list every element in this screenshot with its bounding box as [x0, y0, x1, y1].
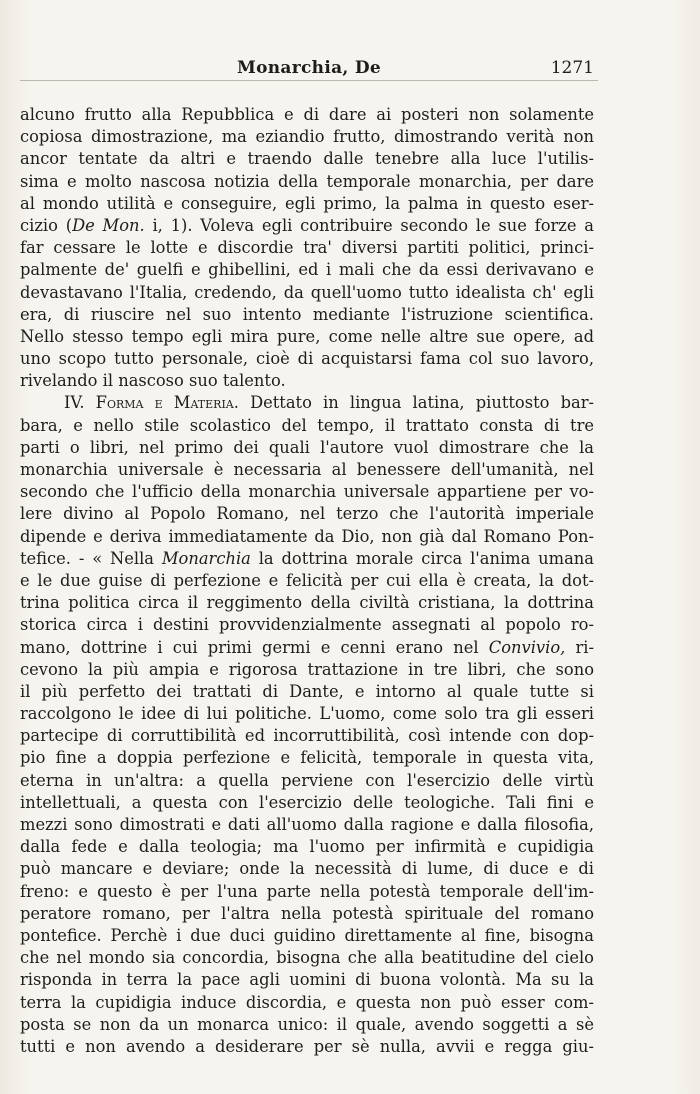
- text-line: freno: e questo è per l'una parte nella potestà temporale dell'im-: [20, 881, 594, 901]
- body-text: [20, 104, 594, 1058]
- text-line: pontefice. Perchè i due duci guidino direttamente al fine, bisogna: [20, 925, 594, 945]
- text-line: IV. Forma e Materia. Dettato in lingua latina, piuttosto bar-: [64, 393, 594, 413]
- text-line: uno scopo tutto personale, cioè di acquistarsi fama col suo lavoro,: [20, 349, 594, 369]
- text-line: il più perfetto dei trattati di Dante, e intorno al quale tutte si: [20, 681, 594, 701]
- text-line: devastavano l'Italia, credendo, da quell'uomo tutto idealista ch' egli: [20, 282, 594, 302]
- text-line: far cessare le lotte e discordie tra' diversi partiti politici, princi-: [20, 238, 594, 258]
- text-line: bara, e nello stile scolastico del tempo, il trattato consta di tre: [20, 415, 594, 435]
- text-line: trina politica circa il reggimento della civiltà cristiana, la dottrina: [20, 593, 594, 613]
- text-line: al mondo utilità e conseguire, egli primo, la palma in questo eser-: [20, 193, 594, 213]
- text-line: rivelando il nascoso suo talento.: [20, 371, 286, 391]
- text-line: parti o libri, nel primo dei quali l'autore vuol dimostrare che la: [20, 437, 594, 457]
- page-number: 1271: [550, 58, 594, 78]
- text-line: dipende e deriva immediatamente da Dio, non già dal Romano Pon-: [20, 526, 594, 546]
- text-line: terra la cupidigia induce discordia, e questa non può esser com-: [20, 992, 594, 1012]
- text-line: cevono la più ampia e rigorosa trattazione in tre libri, che sono: [20, 659, 594, 679]
- running-header: [20, 58, 598, 84]
- text-line: copiosa dimostrazione, ma eziandio frutto, dimostrando verità non: [20, 127, 594, 147]
- text-line: intellettuali, a questa con l'esercizio delle teologiche. Tali fini e: [20, 792, 594, 812]
- text-line: pio fine a doppia perfezione e felicità, temporale in questa vita,: [20, 748, 594, 768]
- text-line: può mancare e deviare; onde la necessità di lume, di duce e di: [20, 859, 594, 879]
- work-title: De Mon.: [72, 215, 145, 235]
- text-line: sima e molto nascosa notizia della temporale monarchia, per dare: [20, 171, 594, 191]
- text-line: tefice. - « Nella Monarchia la dottrina morale circa l'anima umana: [20, 548, 594, 568]
- text-line: dalla fede e dalla teologia; ma l'uomo per infirmità e cupidigia: [20, 837, 594, 857]
- text-line: posta se non da un monarca unico: il quale, avendo soggetti a sè: [20, 1014, 594, 1034]
- text-line: mano, dottrine i cui primi germi e cenni erano nel Convivio, ri-: [20, 637, 594, 657]
- text-line: peratore romano, per l'altra nella potestà spirituale del romano: [20, 903, 594, 923]
- text-line: cizio (De Mon. i, 1). Voleva egli contribuire secondo le sue forze a: [20, 215, 594, 235]
- work-title: Convivio,: [488, 637, 566, 657]
- text-line: palmente de' guelfi e ghibellini, ed i mali che da essi derivavano e: [20, 260, 594, 280]
- text-line: mezzi sono dimostrati e dati all'uomo dalla ragione e dalla filosofia,: [20, 815, 594, 834]
- text-line: Nello stesso tempo egli mira pure, come nelle altre sue opere, ad: [20, 326, 594, 346]
- running-title: Monarchia, De: [237, 58, 381, 78]
- text-line: che nel mondo sia concordia, bisogna che alla beatitudine del cielo: [20, 948, 594, 968]
- text-line: secondo che l'ufficio della monarchia universale appartiene per vo-: [20, 482, 594, 502]
- text-line: tutti e non avendo a desiderare per sè nulla, avvii e regga giu-: [20, 1036, 594, 1056]
- text-line: partecipe di corruttibilità ed incorruttibilità, così intende con dop-: [20, 726, 594, 746]
- text-line: ancor tentate da altri e traendo dalle tenebre alla luce l'utilis-: [20, 149, 594, 169]
- text-line: lere divino al Popolo Romano, nel terzo che l'autorità imperiale: [20, 504, 594, 524]
- section-heading: Forma e Materia: [95, 393, 234, 413]
- text-line: alcuno frutto alla Repubblica e di dare ai posteri non solamente: [20, 105, 594, 124]
- text-line: monarchia universale è necessaria al benessere dell'umanità, nel: [20, 460, 594, 479]
- text-line: era, di riuscire nel suo intento mediante l'istruzione scientifica.: [20, 304, 594, 324]
- header-rule: [20, 80, 598, 81]
- text-line: storica circa i destini provvidenzialmente assegnati al popolo ro-: [20, 615, 594, 635]
- work-title: Monarchia: [161, 548, 251, 568]
- text-line: e le due guise di perfezione e felicità per cui ella è creata, la dot-: [20, 570, 594, 590]
- text-line: raccolgono le idee di lui politiche. L'uomo, come solo tra gli esseri: [20, 704, 594, 724]
- text-line: risponda in terra la pace agli uomini di buona volontà. Ma su la: [20, 970, 594, 990]
- text-line: eterna in un'altra: a quella perviene con l'esercizio delle virtù: [20, 770, 594, 790]
